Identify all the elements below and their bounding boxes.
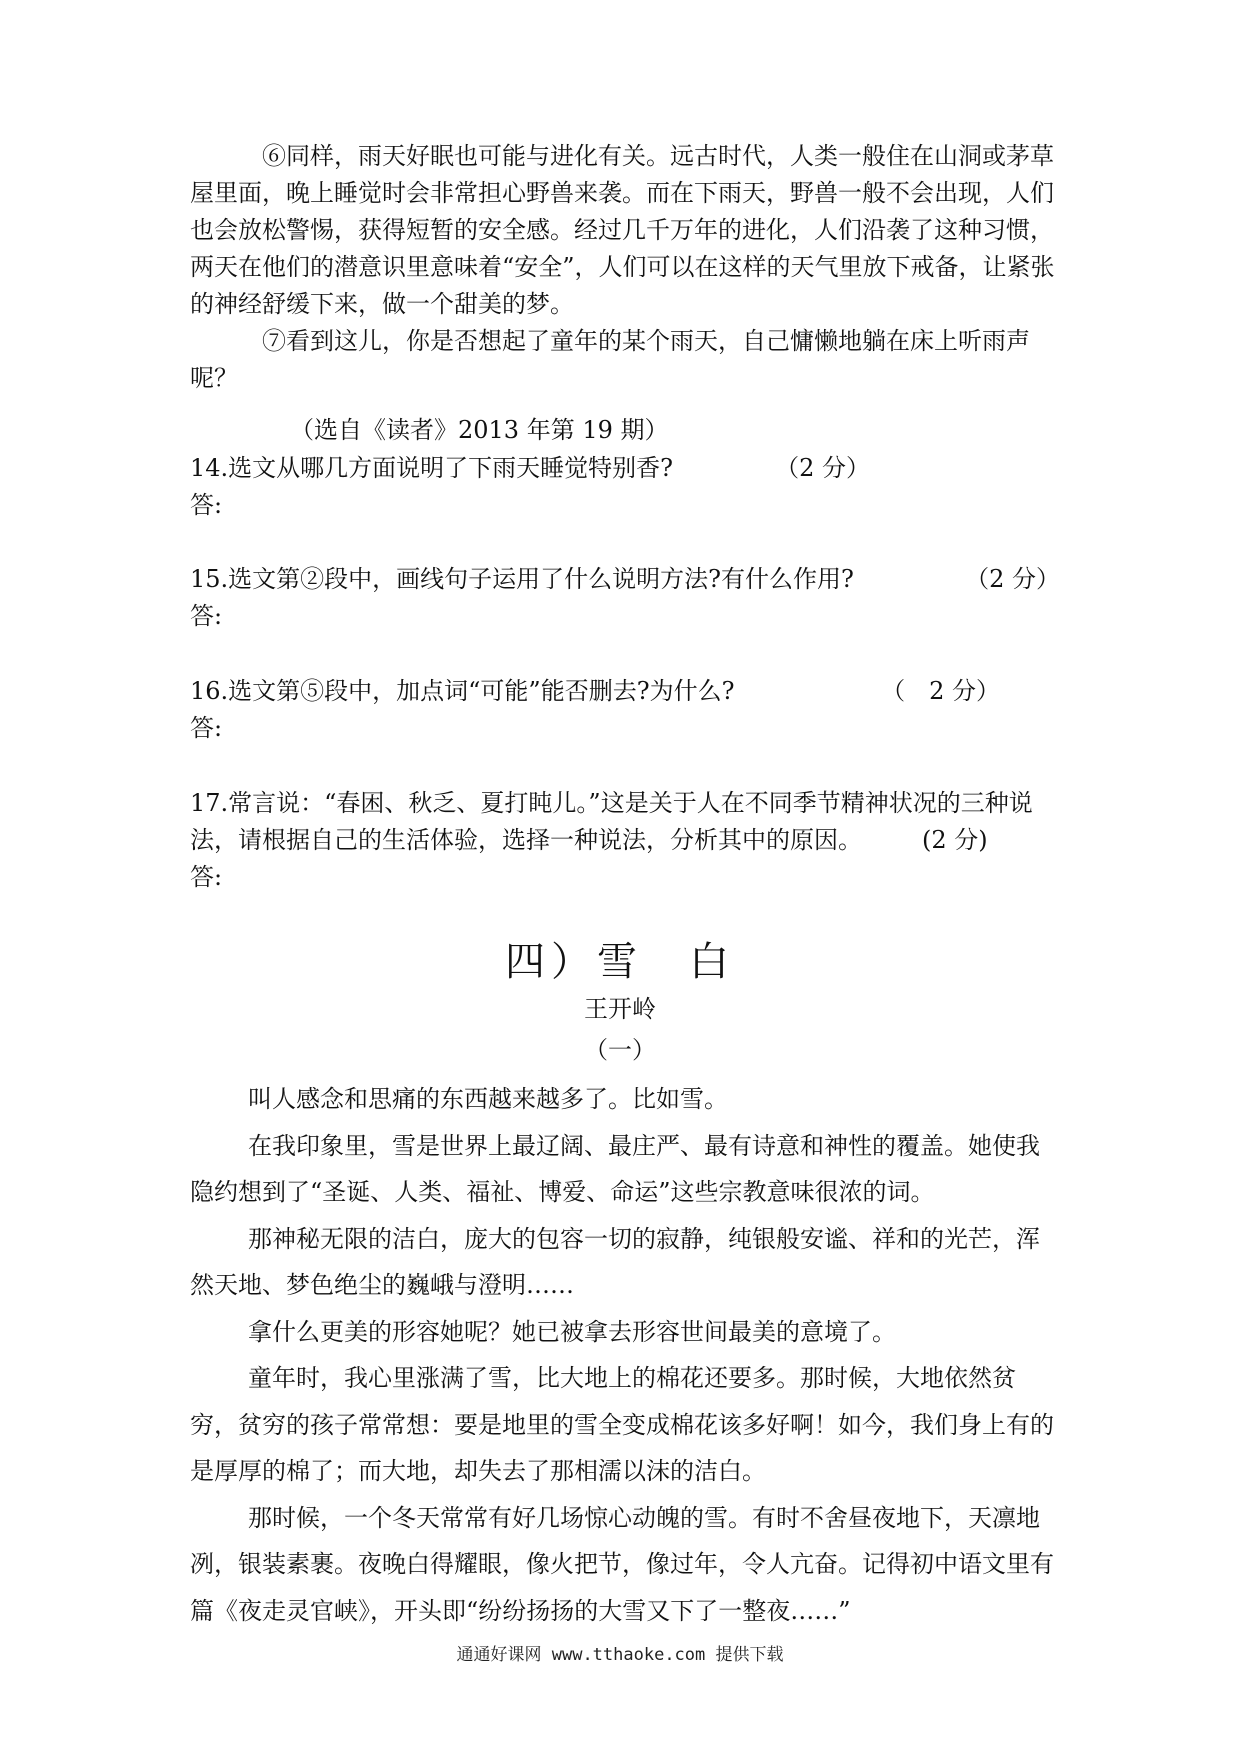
essay-paragraph: 那时候，一个冬天常常有好几场惊心动魄的雪。有时不舍昼夜地下，天凛地冽，银装素裹。夜晚白得耀眼，像火把节，像过年，令人亢奋。记得初中语文里有篇《夜走灵官峡》，开头即“纷纷扬扬的大雪又下了一整夜……” [190,1503,1054,1625]
question-17 [190,785,1060,896]
question-text: 14.选文从哪几方面说明了下雨天睡觉特别香? [190,454,674,482]
essay-body [190,1076,1060,1634]
paragraph-7: ⑦看到这儿，你是否想起了童年的某个雨天，自己慵懒地躺在床上听雨声呢？ [190,327,1030,392]
question-text: 17.常言说：“春困、秋乏、夏打盹儿。”这是关于人在不同季节精神状况的三种说法，请根据自己的生活体验，选择一种说法，分析其中的原因。 (2 分) [190,789,1033,854]
question-text: 15.选文第②段中，画线句子运用了什么说明方法?有什么作用? [190,565,854,593]
essay-paragraph: 叫人感念和思痛的东西越来越多了。比如雪。 [248,1085,728,1113]
answer-label: 答: [190,491,223,519]
essay-title: 四）雪 白 [505,939,735,985]
question-15 [190,561,1060,635]
question-score: （2 分） [965,565,1060,593]
paragraph-6: ⑥同样，雨天好眠也可能与进化有关。远古时代，人类一般住在山洞或茅草屋里面，晚上睡觉时会非常担心野兽来袭。而在下雨天，野兽一般不会出现，人们也会放松警惕，获得短暂的安全感。经过几千万年的进化，人们沿袭了这种习惯，两天在他们的潜意识里意味着“安全”，人们可以在这样的天气里放下戒备，让紧张的神经舒缓下来，做一个甜美的梦。 [190,142,1055,318]
section-number: （一） [584,1036,656,1064]
essay-paragraph: 那神秘无限的洁白，庞大的包容一切的寂静，纯银般安谧、祥和的光芒，浑然天地、梦色绝尘的巍峨与澄明…… [190,1224,1040,1299]
essay-paragraph: 童年时，我心里涨满了雪，比大地上的棉花还要多。那时候，大地依然贫穷，贫穷的孩子常常想：要是地里的雪全变成棉花该多好啊！如今，我们身上有的是厚厚的棉了；而大地，却失去了那相濡以沫的洁白。 [190,1364,1054,1485]
question-score: （2 分） [775,454,870,482]
passage-continuation [190,138,1060,397]
essay-paragraph: 拿什么更美的形容她呢？她已被拿去形容世间最美的意境了。 [248,1317,896,1346]
question-16 [190,673,1060,747]
answer-label: 答: [190,714,223,742]
download-footer: 通通好课网 www.tthaoke.com 提供下载 [456,1645,784,1665]
source-citation: （选自《读者》2013 年第 19 期） [290,416,669,444]
question-score: （ 2 分） [881,677,1000,705]
question-14 [190,450,1060,524]
answer-label: 答: [190,863,223,891]
answer-label: 答: [190,602,223,630]
essay-author: 王开岭 [584,995,656,1023]
essay-paragraph: 在我印象里，雪是世界上最辽阔、最庄严、最有诗意和神性的覆盖。她使我隐约想到了“圣诞、人类、福祉、博爱、命运”这些宗教意味很浓的词。 [190,1131,1040,1206]
question-text: 16.选文第⑤段中，加点词“可能”能否删去?为什么? [190,677,735,705]
